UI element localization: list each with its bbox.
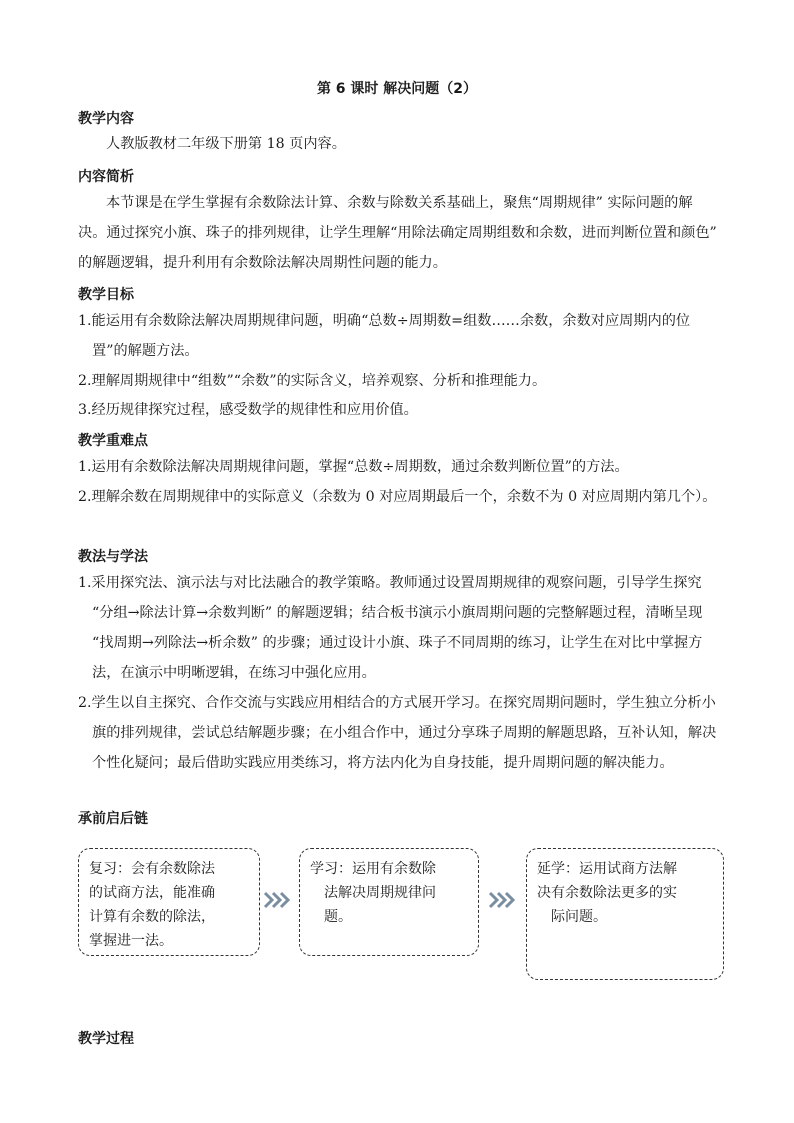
key-item-1: 1.运用有余数除法解决周期规律问题，掌握“总数÷周期数，通过余数判断位置”的方法。 <box>78 459 629 475</box>
review-line: 计算有余数的除法， <box>89 909 215 925</box>
lesson-title: 第 6 课时 解决问题（2） <box>316 81 478 97</box>
extension-line: 际问题。 <box>551 909 607 925</box>
extension-box <box>526 848 724 980</box>
review-line: 的试商方法，能准确 <box>89 885 215 901</box>
study-box <box>299 848 479 956</box>
heading-teaching-goals: 教学目标 <box>78 287 134 303</box>
extension-line: 延学：运用试商方法解 <box>537 861 677 877</box>
learning-chain <box>78 848 724 980</box>
extension-line: 决有余数除法更多的实 <box>537 885 677 901</box>
heading-key-points: 教学重难点 <box>78 433 148 449</box>
study-line: 法解决周期规律问 <box>324 885 436 901</box>
heading-chain: 承前启后链 <box>78 811 148 827</box>
heading-teaching-content: 教学内容 <box>78 111 134 127</box>
goal-item-1: 1.能运用有余数除法解决周期规律问题，明确“总数÷周期数=组数……余数，余数对应周期内的位置”的解题方法。 <box>78 313 691 359</box>
heading-content-brief: 内容简析 <box>78 169 134 185</box>
study-line: 学习：运用有余数除 <box>310 861 436 877</box>
heading-teaching-process: 教学过程 <box>78 1031 134 1047</box>
goal-item-3: 3.经历规律探究过程，感受数学的规律性和应用价值。 <box>78 402 418 418</box>
review-line: 掌握进一法。 <box>89 933 173 949</box>
key-item-2: 2.理解余数在周期规律中的实际意义（余数为 0 对应周期最后一个，余数不为 0 对应周期内第几个）。 <box>78 489 717 505</box>
method-item-2: 2.学生以自主探究、合作交流与实践应用相结合的方式展开学习。在探究周期问题时，学生独立分析小旗的排列规律，尝试总结解题步骤；在小组合作中，通过分享珠子周期的解题思路，互补认知，解决个性化疑问；最后借助实践应用类练习，将方法内化为自身技能，提升周期问题的解决能力。 <box>78 695 717 771</box>
content-brief-text: 本节课是在学生掌握有余数除法计算、余数与除数关系基础上，聚焦“周期规律” 实际问题的解决。通过探究小旗、珠子的排列规律，让学生理解“用除法确定周期组数和余数，进而判断位置和颜色” 的解题逻辑，提升利用有余数除法解决周期性问题的能力。 <box>78 195 717 271</box>
teaching-content-text: 人教版教材二年级下册第 18 页内容。 <box>106 136 346 152</box>
heading-methods: 教法与学法 <box>78 549 148 565</box>
review-box <box>78 848 260 956</box>
chevron-right-icon <box>488 890 518 910</box>
method-item-1: 1.采用探究法、演示法与对比法融合的教学策略。教师通过设置周期规律的观察问题，引导学生探究 “分组→除法计算→余数判断” 的解题逻辑；结合板书演示小旗周期问题的完整解题过程，清晰呈现 “找周期→列除法→析余数” 的步骤；通过设计小旗、珠子不同周期的练习，让学生在对比中掌握方法，在演示中明晰逻辑，在练习中强化应用。 <box>78 575 703 681</box>
study-line: 题。 <box>324 909 352 925</box>
goal-item-2: 2.理解周期规律中“组数”“余数”的实际含义，培养观察、分析和推理能力。 <box>78 373 547 389</box>
review-line: 复习：会有余数除法 <box>89 861 215 877</box>
chevron-right-icon <box>263 890 293 910</box>
